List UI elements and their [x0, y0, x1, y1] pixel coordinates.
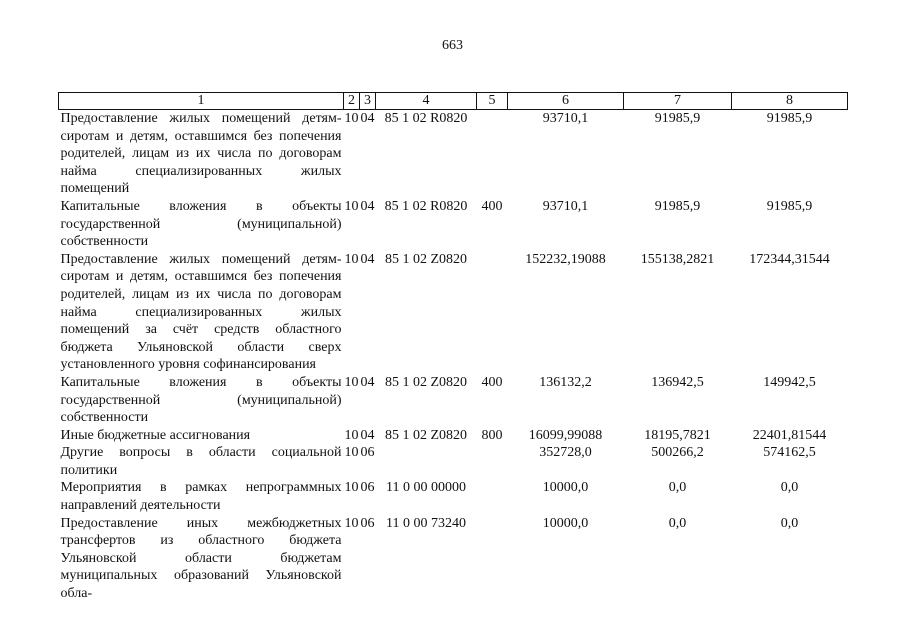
row-section: 10: [344, 480, 359, 496]
row-value-7: 155138,2821: [640, 251, 715, 267]
row-section: 10: [344, 445, 359, 461]
row-value-6: 10000,0: [542, 515, 589, 531]
row-value-7: 136942,5: [651, 374, 704, 390]
page-number: 663: [442, 38, 463, 53]
row-value-8: 172344,31544: [749, 251, 830, 267]
row-subsection: 04: [360, 374, 375, 390]
header-row: [59, 93, 848, 110]
row-expense-type: [477, 251, 508, 374]
row-subsection: 06: [360, 445, 375, 461]
row-subsection: 06: [360, 480, 375, 496]
row-name: Предоставление жилых помещений детям-сиротам и детям, оставшимся без попечения родителей, лицам из их числа по договорам найма специализированных жилых помещений за счёт средств областного бюджета Ульяновской области сверх установленного уровня софинансирования: [60, 251, 342, 373]
row-subsection: 04: [360, 427, 375, 443]
row-name: Мероприятия в рамках непрограммных направлений деятельности: [60, 480, 342, 514]
row-name: Другие вопросы в области социальной политики: [60, 445, 342, 478]
header-cell: 1: [59, 93, 344, 110]
row-section: 10: [344, 251, 359, 267]
row-value-8: 91985,9: [766, 198, 813, 214]
row-target-code: 85 1 02 R0820: [384, 111, 468, 126]
row-name: Предоставление жилых помещений детям-сиротам и детям, оставшимся без попечения родителей, лицам из их числа по договорам найма специализированных жилых помещений: [60, 111, 342, 197]
header-cell: 3: [360, 93, 376, 110]
row-value-7: 91985,9: [654, 198, 701, 214]
table-row: [59, 374, 848, 427]
table-row: [59, 110, 848, 198]
table-row: [59, 198, 848, 251]
header-cell: 6: [508, 93, 624, 110]
table-row: [59, 479, 848, 514]
row-section: 10: [344, 374, 359, 390]
row-value-8: 574162,5: [763, 445, 816, 461]
budget-table: [58, 92, 848, 603]
row-name: Капитальные вложения в объекты государственной (муниципальной) собственности: [60, 374, 342, 426]
row-name: Капитальные вложения в объекты государственной (муниципальной) собственности: [60, 198, 342, 250]
row-expense-type: [477, 515, 508, 603]
row-value-8: 22401,81544: [752, 427, 827, 443]
row-subsection: 04: [360, 251, 375, 267]
row-expense-type: [477, 444, 508, 479]
row-target-code: 85 1 02 Z0820: [384, 251, 468, 267]
row-value-6: 136132,2: [539, 374, 592, 390]
table-row: [59, 427, 848, 445]
row-value-8: 149942,5: [763, 374, 816, 390]
row-target-code: 85 1 02 R0820: [384, 198, 468, 214]
row-section: 10: [344, 427, 359, 443]
row-target-code: 11 0 00 73240: [386, 515, 466, 531]
row-expense-type: 800: [481, 427, 503, 443]
row-section: 10: [344, 111, 359, 126]
row-value-6: 16099,99088: [528, 427, 603, 443]
row-subsection: 04: [360, 111, 375, 126]
row-value-6: 10000,0: [542, 480, 589, 496]
row-target-code: 11 0 00 00000: [386, 480, 466, 496]
row-value-6: 93710,1: [542, 198, 589, 214]
row-section: 10: [344, 515, 359, 531]
table-row: [59, 444, 848, 479]
row-section: 10: [344, 198, 359, 214]
row-value-7: 500266,2: [651, 445, 704, 461]
row-value-8: 0,0: [780, 515, 799, 531]
row-value-7: 18195,7821: [644, 427, 711, 443]
row-subsection: 06: [360, 515, 375, 531]
row-value-7: 0,0: [668, 480, 687, 496]
row-value-8: 91985,9: [766, 111, 813, 126]
row-expense-type: 400: [481, 198, 503, 214]
header-cell: 7: [624, 93, 732, 110]
row-value-8: 0,0: [780, 480, 799, 496]
row-target-code: 85 1 02 Z0820: [384, 427, 468, 443]
row-expense-type: [477, 479, 508, 514]
header-cell: 2: [344, 93, 360, 110]
row-subsection: 04: [360, 198, 375, 214]
row-value-6: 93710,1: [542, 111, 589, 126]
row-value-6: 352728,0: [539, 445, 592, 461]
row-target-code: 85 1 02 Z0820: [384, 374, 468, 390]
row-value-7: 0,0: [668, 515, 687, 531]
row-expense-type: [477, 110, 508, 198]
table-row: [59, 515, 848, 603]
header-cell: 5: [477, 93, 508, 110]
header-cell: 8: [732, 93, 848, 110]
row-value-7: 91985,9: [654, 111, 701, 126]
table-row: [59, 251, 848, 374]
row-expense-type: 400: [481, 374, 503, 390]
row-target-code: [376, 444, 477, 479]
header-cell: 4: [376, 93, 477, 110]
row-name: Предоставление иных межбюджетных трансфертов из областного бюджета Ульяновской области бюджетам муниципальных образований Ульяновской обла-: [60, 515, 342, 602]
row-name: Иные бюджетные ассигнования: [60, 427, 251, 443]
row-value-6: 152232,19088: [525, 251, 606, 267]
